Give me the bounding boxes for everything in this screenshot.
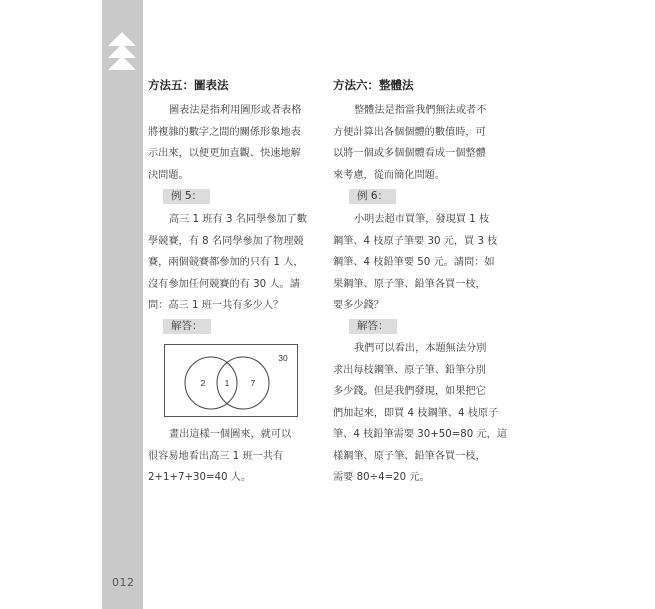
text-line: 決問題。 [148,169,189,181]
answer-6-text [333,338,508,489]
page-number: 012 [112,576,135,589]
section-heading-method-5: 方法五：圖表法 [148,78,229,92]
text-line: 需要 80÷4=20 元。 [333,472,430,483]
text-line: 來考慮，從而簡化問題。 [333,169,446,181]
text-line: 示出來，以便更加直觀、快速地解 [148,148,301,159]
text-line: 果鋼筆、原子筆、鉛筆各買一枝， [333,278,486,290]
text-line: 鋼筆、4 枝鉛筆要 50 元。請問：如 [333,257,495,268]
text-line: 問：高三 1 班一共有多少人？ [148,300,284,311]
text-line: 很容易地看出高三 1 班一共有 [148,450,284,462]
text-line: 賽，兩個競賽都參加的只有 1 人， [148,257,304,268]
venn-right-value: 7 [250,378,256,388]
text-line: 方便計算出各個個體的數值時，可 [333,126,486,138]
text-line: 筆、4 枝鉛筆需要 30+50=80 元，這 [333,429,508,440]
text-line: 鋼筆、4 枝原子筆要 30 元，買 3 枝 [333,235,498,247]
text-line: 整體法是指當我們無法或者不 [354,105,487,116]
text-line: 高三 1 班有 3 名同學參加了數 [169,214,307,225]
venn-intersection-value: 1 [224,378,230,388]
example-5-text [148,209,320,317]
text-line: 多少錢。但是我們發現，如果把它 [333,386,486,397]
text-line: 2+1+7+30=40 人。 [148,472,252,483]
venn-outside-value: 30 [278,353,288,363]
example-6-label: 例 6： [349,189,396,204]
venn-left-value: 2 [200,378,206,388]
text-line: 樣鋼筆、原子筆、鉛筆各買一枝， [333,450,486,462]
answer-5-label: 解答： [163,319,211,334]
text-line: 求出每枝鋼筆、原子筆、鉛筆分別 [333,364,486,376]
text-line: 們加起來，即買 4 枝鋼筆、4 枝原子 [333,407,499,419]
text-line: 沒有參加任何競賽的有 30 人。請 [148,278,300,290]
venn-diagram [164,344,298,417]
text-line: 要多少錢？ [333,300,384,311]
answer-6-label: 解答： [349,319,397,334]
text-line: 畫出這樣一個圖來，就可以 [169,429,292,440]
answer-5-text [148,424,320,489]
method-6-intro [333,100,501,186]
section-heading-method-6: 方法六：整體法 [333,78,414,92]
method-5-intro [148,100,320,186]
example-5-label: 例 5： [163,189,210,204]
text-line: 以將一個或多個個體看成一個整體 [333,148,486,159]
text-line: 學競賽，有 8 名同學參加了物理競 [148,235,304,247]
text-line: 我們可以看出，本題無法分別 [354,343,487,354]
text-line: 小明去超市買筆，發現買 1 枝 [354,214,490,225]
page-sidebar [102,0,143,609]
text-line: 圖表法是指利用圖形或者表格 [169,105,302,116]
text-line: 將複雜的數字之間的關係形象地表 [148,126,301,138]
example-6-text [333,209,501,317]
chevron-up-icon [108,56,136,72]
